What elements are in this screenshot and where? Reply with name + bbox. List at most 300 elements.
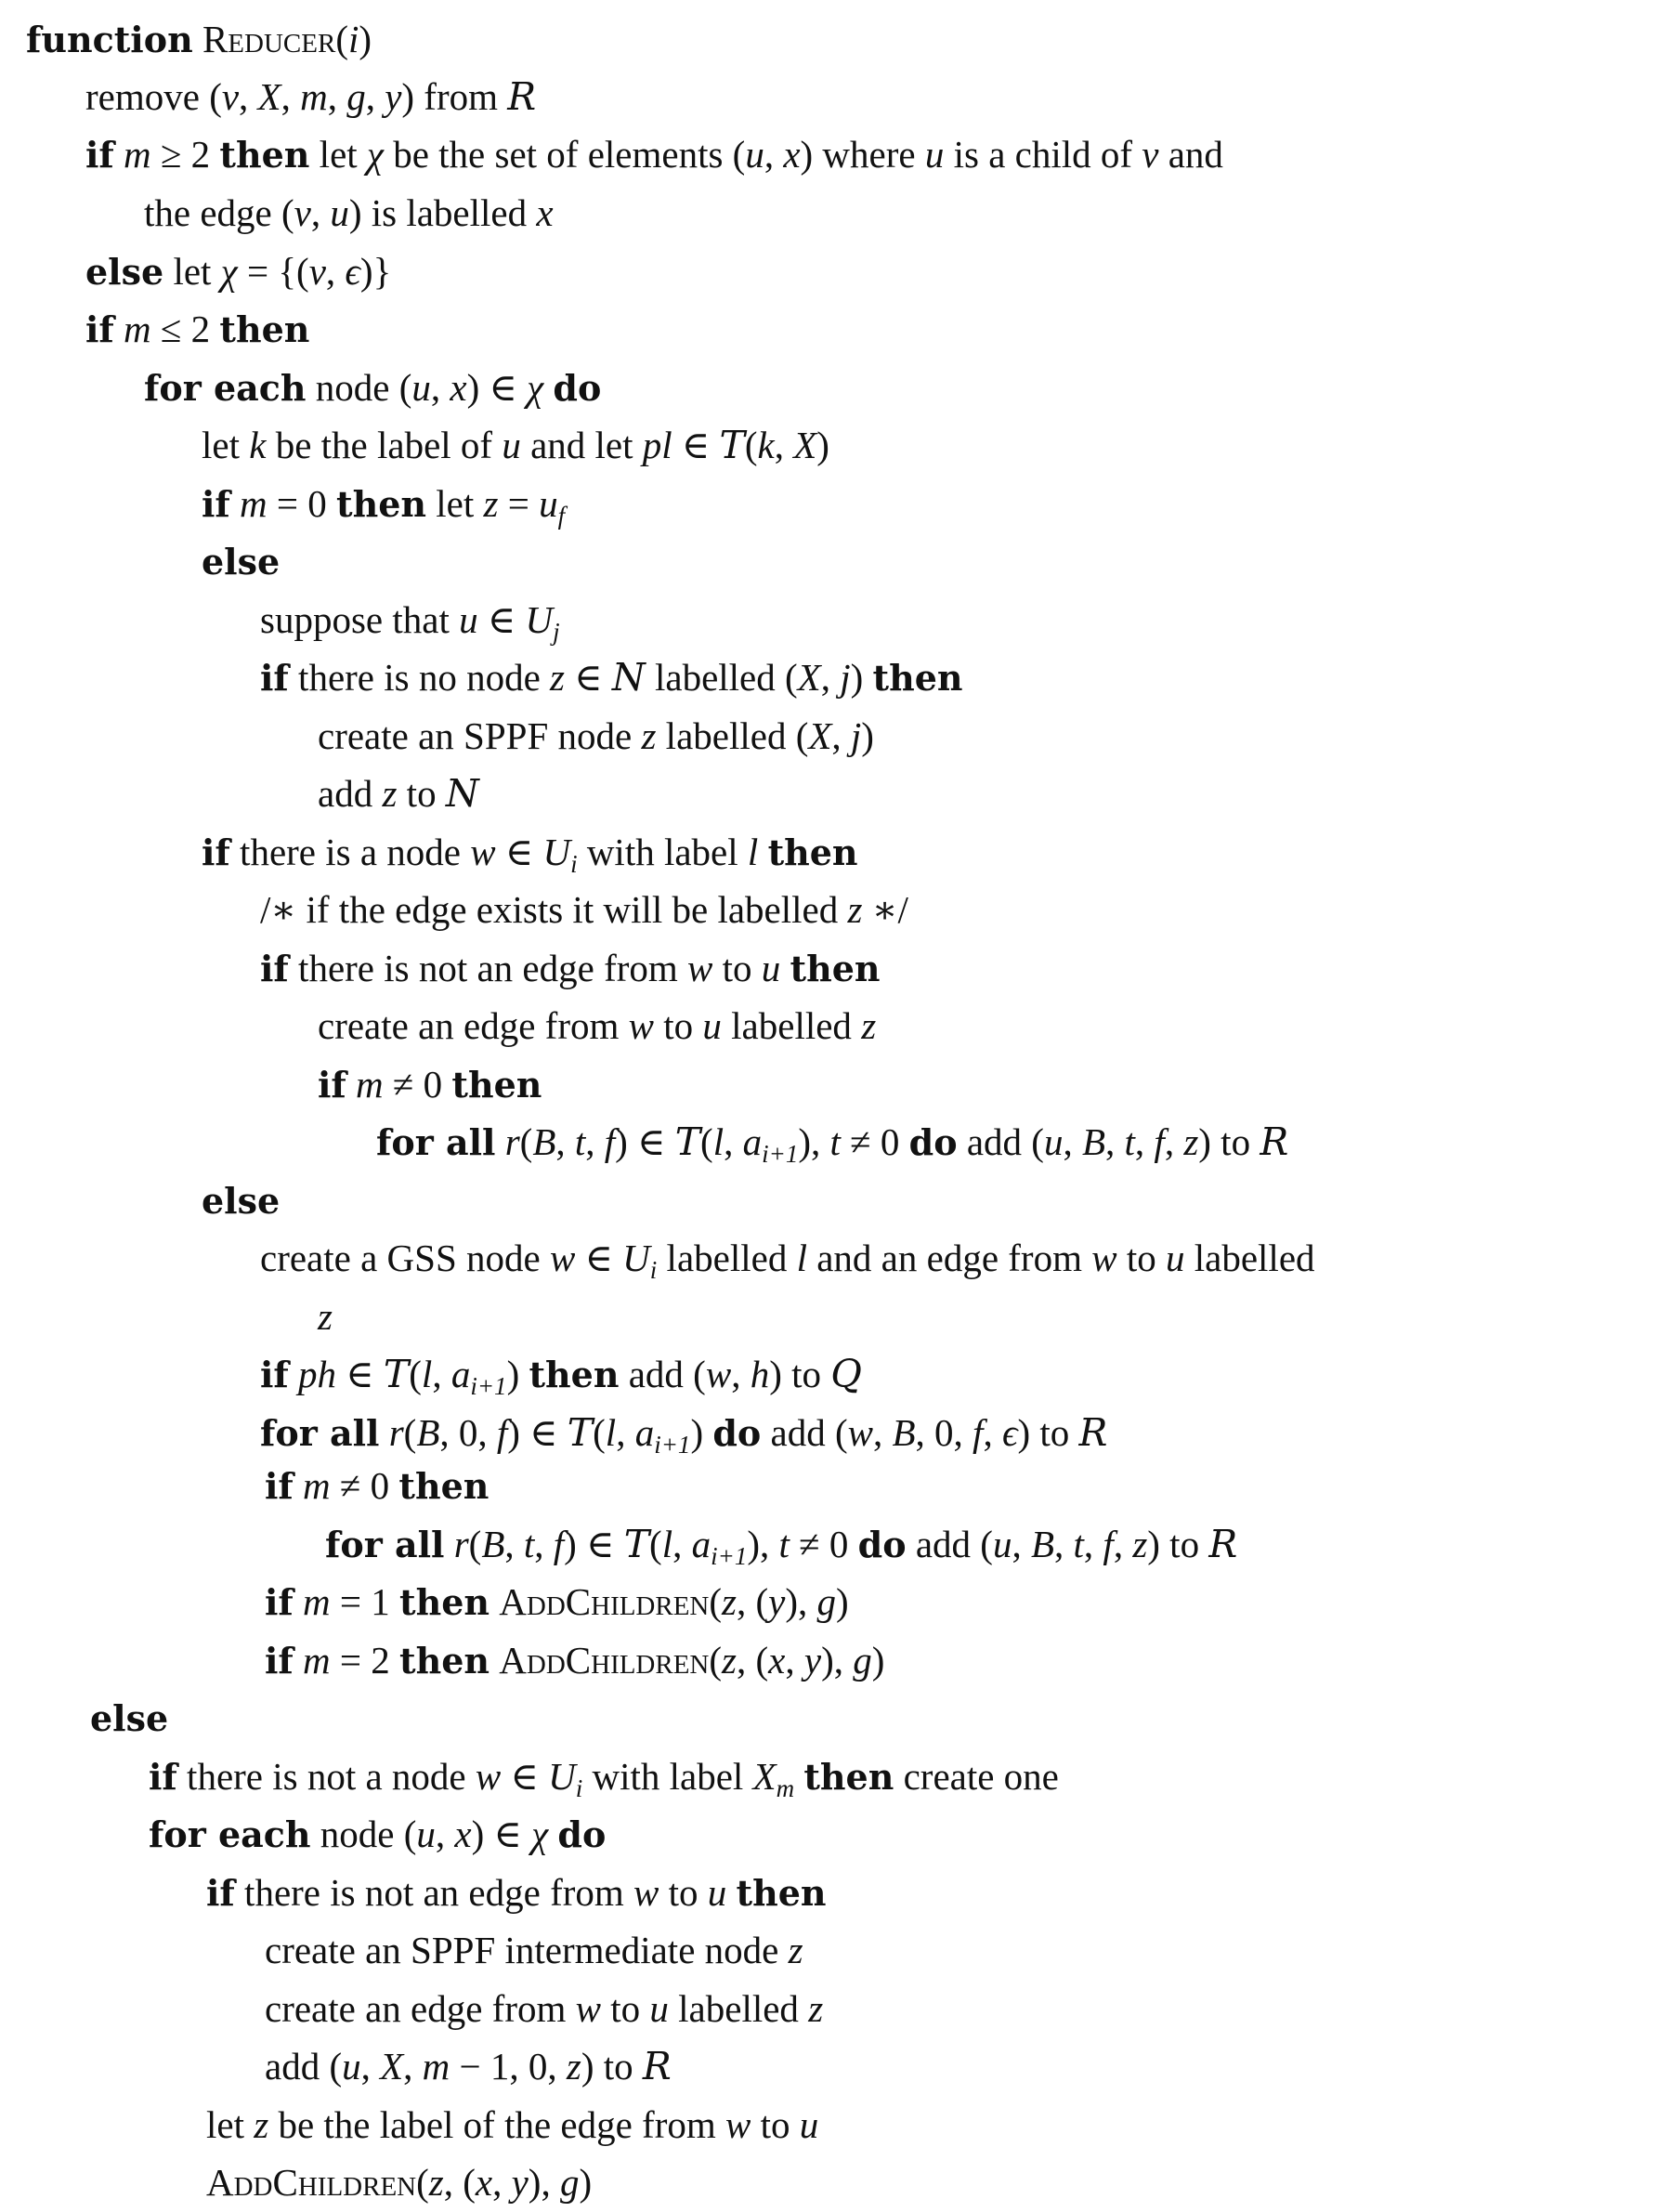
line-text: ) (836, 1580, 849, 1623)
math-symbol: B (892, 1411, 916, 1454)
pseudocode-line (202, 539, 280, 584)
math-symbol: z (722, 1639, 738, 1682)
line-text: , (1105, 1120, 1125, 1163)
keyword: function (26, 19, 193, 60)
math-symbol: h (750, 1353, 770, 1395)
math-symbol: u (707, 1871, 727, 1914)
line-text: ), (747, 1523, 779, 1565)
line-text (758, 831, 767, 873)
line-text (379, 1411, 388, 1454)
math-symbol: m (240, 482, 268, 525)
line-text: to (601, 1987, 650, 2030)
math-symbol: X (793, 424, 817, 466)
line-text: = {( (237, 250, 309, 293)
line-text: , (325, 250, 346, 293)
math-symbol: t (1073, 1523, 1084, 1565)
line-text: and let (520, 424, 643, 466)
math-symbol: ph (298, 1353, 337, 1395)
keyword: for each (149, 1813, 311, 1855)
keyword: if (260, 657, 289, 699)
line-text: , (774, 424, 794, 466)
math-symbol: m (124, 133, 151, 176)
line-text: be the label of the edge from (268, 2103, 726, 2146)
math-symbol: w (725, 2103, 751, 2146)
math-symbol: z (483, 482, 499, 525)
math-symbol: u (416, 1813, 436, 1855)
keyword: if (206, 1872, 235, 1914)
line-text (794, 1755, 803, 1798)
math-symbol: R (1260, 1119, 1289, 1164)
line-text (543, 366, 553, 409)
math-symbol: j (840, 656, 851, 699)
math-symbol: x (536, 191, 554, 234)
line-text: , (504, 1523, 524, 1565)
line-text (548, 1813, 557, 1855)
line-text: create one (894, 1755, 1059, 1798)
line-text: , ( (737, 1580, 769, 1623)
keyword: then (219, 308, 310, 350)
line-text: , (430, 366, 450, 409)
math-symbol: m (124, 308, 151, 350)
line-text: , (327, 75, 347, 118)
line-text: , (724, 1120, 743, 1163)
math-symbol: g (816, 1580, 837, 1623)
math-symbol: f (604, 1120, 616, 1163)
line-text: ∈ (575, 1237, 623, 1279)
math-symbol: z (1183, 1120, 1199, 1163)
line-text: ), (821, 1639, 854, 1682)
line-text: ∈ (501, 1755, 549, 1798)
line-text: , ( (443, 2161, 476, 2204)
subscript: i+1 (654, 1431, 691, 1459)
math-symbol: X (808, 714, 832, 757)
line-text: ∈ (672, 424, 720, 466)
line-text (114, 308, 124, 350)
math-symbol: z (788, 1929, 803, 1971)
line-text: , (983, 1411, 1002, 1454)
math-symbol: f (496, 1411, 508, 1454)
math-symbol: w (633, 1871, 659, 1914)
line-text: , 0, (439, 1411, 497, 1454)
math-symbol: y (385, 75, 402, 118)
math-symbol: x (454, 1813, 472, 1855)
math-symbol: T (674, 1119, 701, 1164)
line-text: ∈ (495, 831, 543, 873)
pseudocode-line (144, 365, 601, 411)
math-symbol: l (712, 1120, 725, 1163)
line-text: ( (700, 1120, 713, 1163)
line-text: , 0, (915, 1411, 973, 1454)
keyword: if (149, 1756, 177, 1798)
keyword: then (451, 1064, 542, 1106)
line-text: ) (359, 18, 372, 60)
keyword: if (265, 1581, 294, 1623)
math-symbol: l (605, 1411, 617, 1454)
keyword: then (736, 1872, 827, 1914)
line-text: , (820, 656, 841, 699)
line-text: let (202, 424, 250, 466)
pseudocode-line (325, 1522, 1238, 1570)
line-text: labelled (721, 1004, 862, 1047)
math-symbol: f (1154, 1120, 1165, 1163)
math-symbol: z (566, 2045, 581, 2088)
math-symbol: k (249, 424, 267, 466)
line-text: ) ∈ (615, 1120, 675, 1163)
math-symbol: a (450, 1353, 471, 1395)
line-text: with label (582, 1755, 753, 1798)
math-symbol: Q (830, 1352, 862, 1396)
line-text: ( (468, 1523, 482, 1565)
line-text: )} (359, 250, 392, 293)
math-symbol: X (797, 656, 821, 699)
line-text: suppose that (260, 598, 460, 641)
pseudocode-line (318, 1003, 876, 1048)
math-symbol: u (761, 947, 781, 989)
math-symbol: z (1132, 1523, 1148, 1565)
math-symbol: y (803, 1639, 822, 1682)
line-text: ) to (769, 1353, 831, 1395)
math-symbol: f (973, 1411, 984, 1454)
subscript: i (575, 1774, 583, 1802)
pseudocode-line (202, 830, 858, 878)
line-text: and (1158, 133, 1223, 176)
line-text: ) (871, 1639, 885, 1682)
line-text: , (1113, 1523, 1133, 1565)
math-symbol: U (622, 1237, 650, 1279)
pseudocode-line (318, 771, 479, 816)
math-symbol: χ (527, 366, 544, 409)
pseudocode-line (85, 132, 1223, 177)
math-symbol: t (829, 1120, 841, 1163)
line-text: = 0 (267, 482, 337, 525)
line-text: , (731, 1353, 751, 1395)
line-text: ∈ (336, 1353, 384, 1395)
math-symbol: w (687, 947, 713, 989)
keyword: for all (376, 1121, 496, 1163)
line-text: ( (416, 2161, 429, 2204)
line-text (495, 1120, 504, 1163)
math-symbol: χ (366, 133, 384, 176)
line-text: , (1063, 1120, 1082, 1163)
line-text: let (163, 250, 221, 293)
line-text: , (672, 1523, 692, 1565)
math-symbol: B (416, 1411, 440, 1454)
math-symbol: B (1030, 1523, 1054, 1565)
pseudocode-line (265, 1463, 489, 1509)
math-symbol: χ (531, 1813, 549, 1855)
keyword: else (90, 1697, 169, 1739)
line-text: add ( (619, 1353, 706, 1395)
line-text: , (281, 75, 301, 118)
math-symbol: B (481, 1523, 505, 1565)
math-symbol: u (649, 1987, 669, 2030)
keyword: else (202, 1180, 281, 1222)
line-text: create an edge from (265, 1987, 576, 2030)
line-text: ≠ 0 (789, 1523, 858, 1565)
line-text: = 2 (330, 1639, 400, 1682)
line-text: add ( (265, 2045, 343, 2088)
math-symbol: R (1208, 1522, 1238, 1566)
line-text: , (1164, 1120, 1184, 1163)
line-text: ) (579, 2161, 593, 2204)
line-text: there is not a node (176, 1755, 476, 1798)
math-symbol: N (445, 771, 479, 816)
subscript: i+1 (762, 1140, 799, 1168)
math-symbol: t (574, 1120, 586, 1163)
line-text: ) to (1017, 1411, 1079, 1454)
line-text: to (712, 947, 762, 989)
pseudocode-line (265, 2044, 672, 2088)
line-text (294, 1464, 303, 1507)
keyword: if (265, 1640, 294, 1682)
line-text: and an edge from (806, 1237, 1092, 1279)
line-text: create a GSS node (260, 1237, 550, 1279)
line-text: = 1 (330, 1580, 400, 1623)
pseudocode-line (265, 1579, 849, 1625)
line-text: ( (709, 1580, 723, 1623)
line-text: , (872, 1411, 893, 1454)
line-text: with label (577, 831, 748, 873)
math-symbol: u (342, 2045, 361, 2088)
math-symbol: U (542, 831, 571, 873)
keyword: do (908, 1121, 958, 1163)
pseudocode-line (376, 1119, 1289, 1168)
math-symbol: y (511, 2161, 529, 2204)
pseudocode-line (318, 1062, 542, 1107)
math-symbol: x (475, 2161, 493, 2204)
math-symbol: r (388, 1411, 404, 1454)
math-symbol: w (628, 1004, 654, 1047)
line-text (726, 1871, 736, 1914)
pseudocode-line (149, 1812, 606, 1857)
line-text: , (1054, 1523, 1074, 1565)
math-symbol: m (303, 1464, 331, 1507)
line-text: ) (861, 714, 874, 757)
keyword: else (85, 251, 164, 293)
line-text: ), (785, 1580, 817, 1623)
keyword: do (712, 1412, 762, 1454)
math-symbol: z (318, 1295, 333, 1338)
pseudocode-line (260, 946, 881, 991)
math-symbol: m (356, 1063, 384, 1106)
keyword: if (318, 1064, 346, 1106)
line-text (114, 133, 124, 176)
math-symbol: w (475, 1755, 502, 1798)
line-text: to (1116, 1237, 1166, 1279)
line-text: ≠ 0 (840, 1120, 909, 1163)
subscript: i (570, 850, 578, 878)
line-text: create an edge from (318, 1004, 629, 1047)
line-text (490, 1639, 499, 1682)
pseudocode-line (90, 1695, 168, 1741)
math-symbol: u (799, 2103, 819, 2146)
math-symbol: v (221, 75, 240, 118)
pseudocode-line (206, 2102, 818, 2147)
line-text: ) ∈ (471, 1813, 532, 1855)
line-text (294, 1580, 303, 1623)
math-symbol: pl (642, 424, 672, 466)
line-text: ( (649, 1523, 662, 1565)
line-text: ) (850, 656, 873, 699)
line-text: to (659, 1871, 708, 1914)
line-text: ) ∈ (564, 1523, 624, 1565)
math-symbol: x (768, 1639, 786, 1682)
line-text: ( (403, 1411, 417, 1454)
line-text: remove ( (85, 75, 222, 118)
math-symbol: z (722, 1580, 738, 1623)
math-symbol: a (634, 1411, 655, 1454)
line-text: /∗ if the edge exists it will be labelled (260, 888, 848, 931)
math-symbol: X (752, 1755, 777, 1798)
pseudocode-line (144, 190, 554, 235)
line-text: ≤ 2 (150, 308, 220, 350)
line-text: ( (709, 1639, 723, 1682)
pseudocode-line (260, 887, 908, 932)
line-text: labelled ( (656, 714, 809, 757)
pseudocode-line (265, 1928, 803, 1972)
line-text: create an SPPF intermediate node (265, 1929, 789, 1971)
math-symbol: w (847, 1411, 873, 1454)
line-text: ) (506, 1353, 529, 1395)
line-text: node ( (310, 1813, 417, 1855)
math-symbol: u (992, 1523, 1012, 1565)
line-text: ≥ 2 (150, 133, 220, 176)
math-symbol: g (559, 2161, 580, 2204)
math-symbol: u (330, 191, 349, 234)
keyword: do (553, 367, 602, 409)
line-text: = (498, 482, 540, 525)
keyword: then (803, 1756, 894, 1798)
math-symbol: y (768, 1580, 786, 1623)
line-text: ) is labelled (348, 191, 537, 234)
line-text: , (1083, 1523, 1103, 1565)
line-text: ) (690, 1411, 713, 1454)
pseudocode-line (260, 1236, 1315, 1284)
keyword: then (529, 1354, 620, 1395)
keyword: if (202, 831, 230, 873)
math-symbol: m (300, 75, 328, 118)
subscript: m (776, 1774, 795, 1802)
math-symbol: x (450, 366, 467, 409)
keyword: then (790, 948, 881, 989)
math-symbol: w (470, 831, 496, 873)
keyword: else (202, 541, 281, 582)
math-symbol: R (1078, 1410, 1108, 1455)
math-symbol: X (257, 75, 281, 118)
math-symbol: u (745, 133, 764, 176)
line-text: be the set of elements ( (383, 133, 746, 176)
math-symbol: T (567, 1410, 594, 1455)
math-symbol: N (611, 655, 646, 700)
line-text: − 1, 0, (450, 2045, 567, 2088)
pseudocode-line (85, 307, 309, 352)
math-symbol: i (347, 18, 359, 60)
line-text: let (309, 133, 367, 176)
line-text: ≠ 0 (330, 1464, 399, 1507)
line-text: the edge ( (144, 191, 294, 234)
math-symbol: v (294, 191, 311, 234)
line-text: let (426, 482, 484, 525)
math-symbol: z (808, 1987, 824, 2030)
math-symbol: j (850, 714, 862, 757)
math-symbol: u (702, 1004, 722, 1047)
line-text: , (435, 1813, 455, 1855)
line-text: , (764, 133, 784, 176)
keyword: then (399, 1581, 490, 1623)
pseudocode-line (85, 74, 536, 119)
line-text: labelled (1184, 1237, 1315, 1279)
pseudocode-line (260, 1352, 862, 1400)
line-text: ) to (581, 2045, 643, 2088)
pseudocode-line (149, 1754, 1059, 1800)
subscript: i+1 (711, 1542, 748, 1570)
line-text: ( (744, 424, 758, 466)
line-text: labelled ( (645, 656, 798, 699)
math-symbol: u (411, 366, 431, 409)
line-text: , (831, 714, 851, 757)
pseudocode-line (318, 1294, 333, 1339)
line-text: be the label of (266, 424, 503, 466)
math-symbol: u (1043, 1120, 1064, 1163)
line-text (490, 1580, 499, 1623)
keyword: for all (325, 1524, 445, 1565)
pseudocode-line (206, 2160, 592, 2205)
keyword: for all (260, 1412, 380, 1454)
keyword: if (260, 1354, 289, 1395)
line-text: , (492, 2161, 512, 2204)
line-text: let (206, 2103, 255, 2146)
keyword: if (260, 948, 289, 989)
pseudocode-line (85, 249, 391, 294)
subscript: i+1 (470, 1372, 507, 1400)
line-text: there is not an edge from (288, 947, 688, 989)
line-text: , (616, 1411, 635, 1454)
math-symbol: z (382, 772, 398, 815)
line-text: ) ∈ (466, 366, 528, 409)
math-symbol: l (421, 1353, 433, 1395)
line-text: labelled (668, 1987, 809, 2030)
math-symbol: u (924, 133, 945, 176)
math-symbol: f (553, 1523, 565, 1565)
math-symbol: g (346, 75, 366, 118)
math-symbol: z (861, 1004, 877, 1047)
pseudocode-line (265, 1986, 823, 2031)
line-text: ( (335, 18, 348, 60)
keyword: if (85, 308, 114, 350)
math-symbol: m (303, 1580, 331, 1623)
line-text: , (1134, 1120, 1155, 1163)
math-symbol: B (532, 1120, 556, 1163)
math-symbol: l (747, 831, 759, 873)
line-text: there is not an edge from (234, 1871, 634, 1914)
math-symbol: r (453, 1523, 469, 1565)
pseudocode-line (260, 1410, 1108, 1459)
math-symbol: u (539, 482, 558, 525)
line-text: , (365, 75, 385, 118)
line-text: ) from (401, 75, 508, 118)
math-symbol: ϵ (1001, 1411, 1018, 1454)
math-symbol: u (459, 598, 478, 641)
line-text: , (555, 1120, 575, 1163)
line-text: ) where (800, 133, 925, 176)
math-symbol: t (1124, 1120, 1135, 1163)
math-symbol: B (1081, 1120, 1105, 1163)
math-symbol: t (523, 1523, 535, 1565)
math-symbol: w (549, 1237, 576, 1279)
math-symbol: l (661, 1523, 673, 1565)
math-symbol: T (383, 1352, 410, 1396)
line-text (230, 482, 240, 525)
